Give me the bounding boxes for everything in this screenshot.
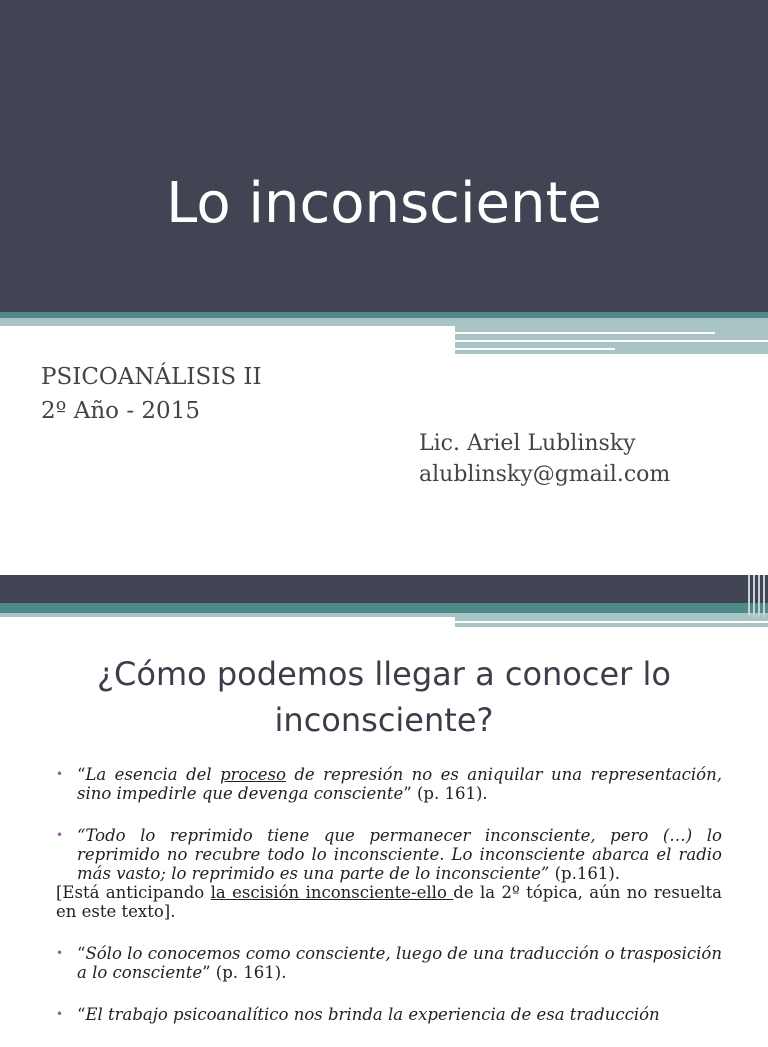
list-item: • “La esencia del proceso de represión no es aniquilar una representación, sino impedirle que devenga consciente” (p. 161). (56, 765, 722, 803)
bullet-dot-icon: • (56, 1007, 64, 1021)
slide-heading (40, 651, 728, 743)
decorative-lines (455, 326, 768, 354)
heading-line-2: inconsciente? (274, 701, 494, 739)
decorative-lines (455, 617, 768, 627)
slide-title: Lo inconsciente (166, 171, 602, 236)
course-name: PSICOANÁLISIS II (41, 364, 262, 390)
note-text: [Está anticipando la escisión inconsciente-ello de la 2º tópica, aún no resuelta en este texto]. (56, 883, 722, 921)
teal-stripe (0, 603, 768, 613)
author-name: Lic. Ariel Lublinsky (419, 431, 636, 456)
title-band (0, 0, 768, 312)
list-item: • “Sólo lo conocemos como consciente, luego de una traducción o trasposición a lo consciente” (p. 161). (56, 944, 722, 982)
content-slide (0, 575, 768, 1024)
header-band (0, 575, 768, 603)
heading-line-1: ¿Cómo podemos llegar a conocer lo (97, 655, 671, 693)
course-info (41, 360, 262, 428)
list-item: • “Todo lo reprimido tiene que permanecer inconsciente, pero (…) lo reprimido no recubre todo lo inconsciente. Lo inconsciente abarca el radio más vasto; lo reprimido es una parte de lo inconsciente” (p.161). (56, 826, 722, 883)
author-email[interactable]: alublinsky@gmail.com (419, 462, 671, 487)
bullet-dot-icon: • (56, 946, 64, 960)
bullet-list (56, 765, 722, 1047)
bullet-dot-icon: • (56, 828, 64, 842)
list-item: • “El trabajo psicoanalítico nos brinda la experiencia de esa traducción (56, 1005, 660, 1024)
author-info (419, 428, 670, 490)
vertical-decoration (746, 575, 768, 617)
bullet-dot-icon: • (56, 767, 64, 781)
course-year: 2º Año - 2015 (41, 398, 200, 424)
light-stripe (0, 318, 768, 326)
